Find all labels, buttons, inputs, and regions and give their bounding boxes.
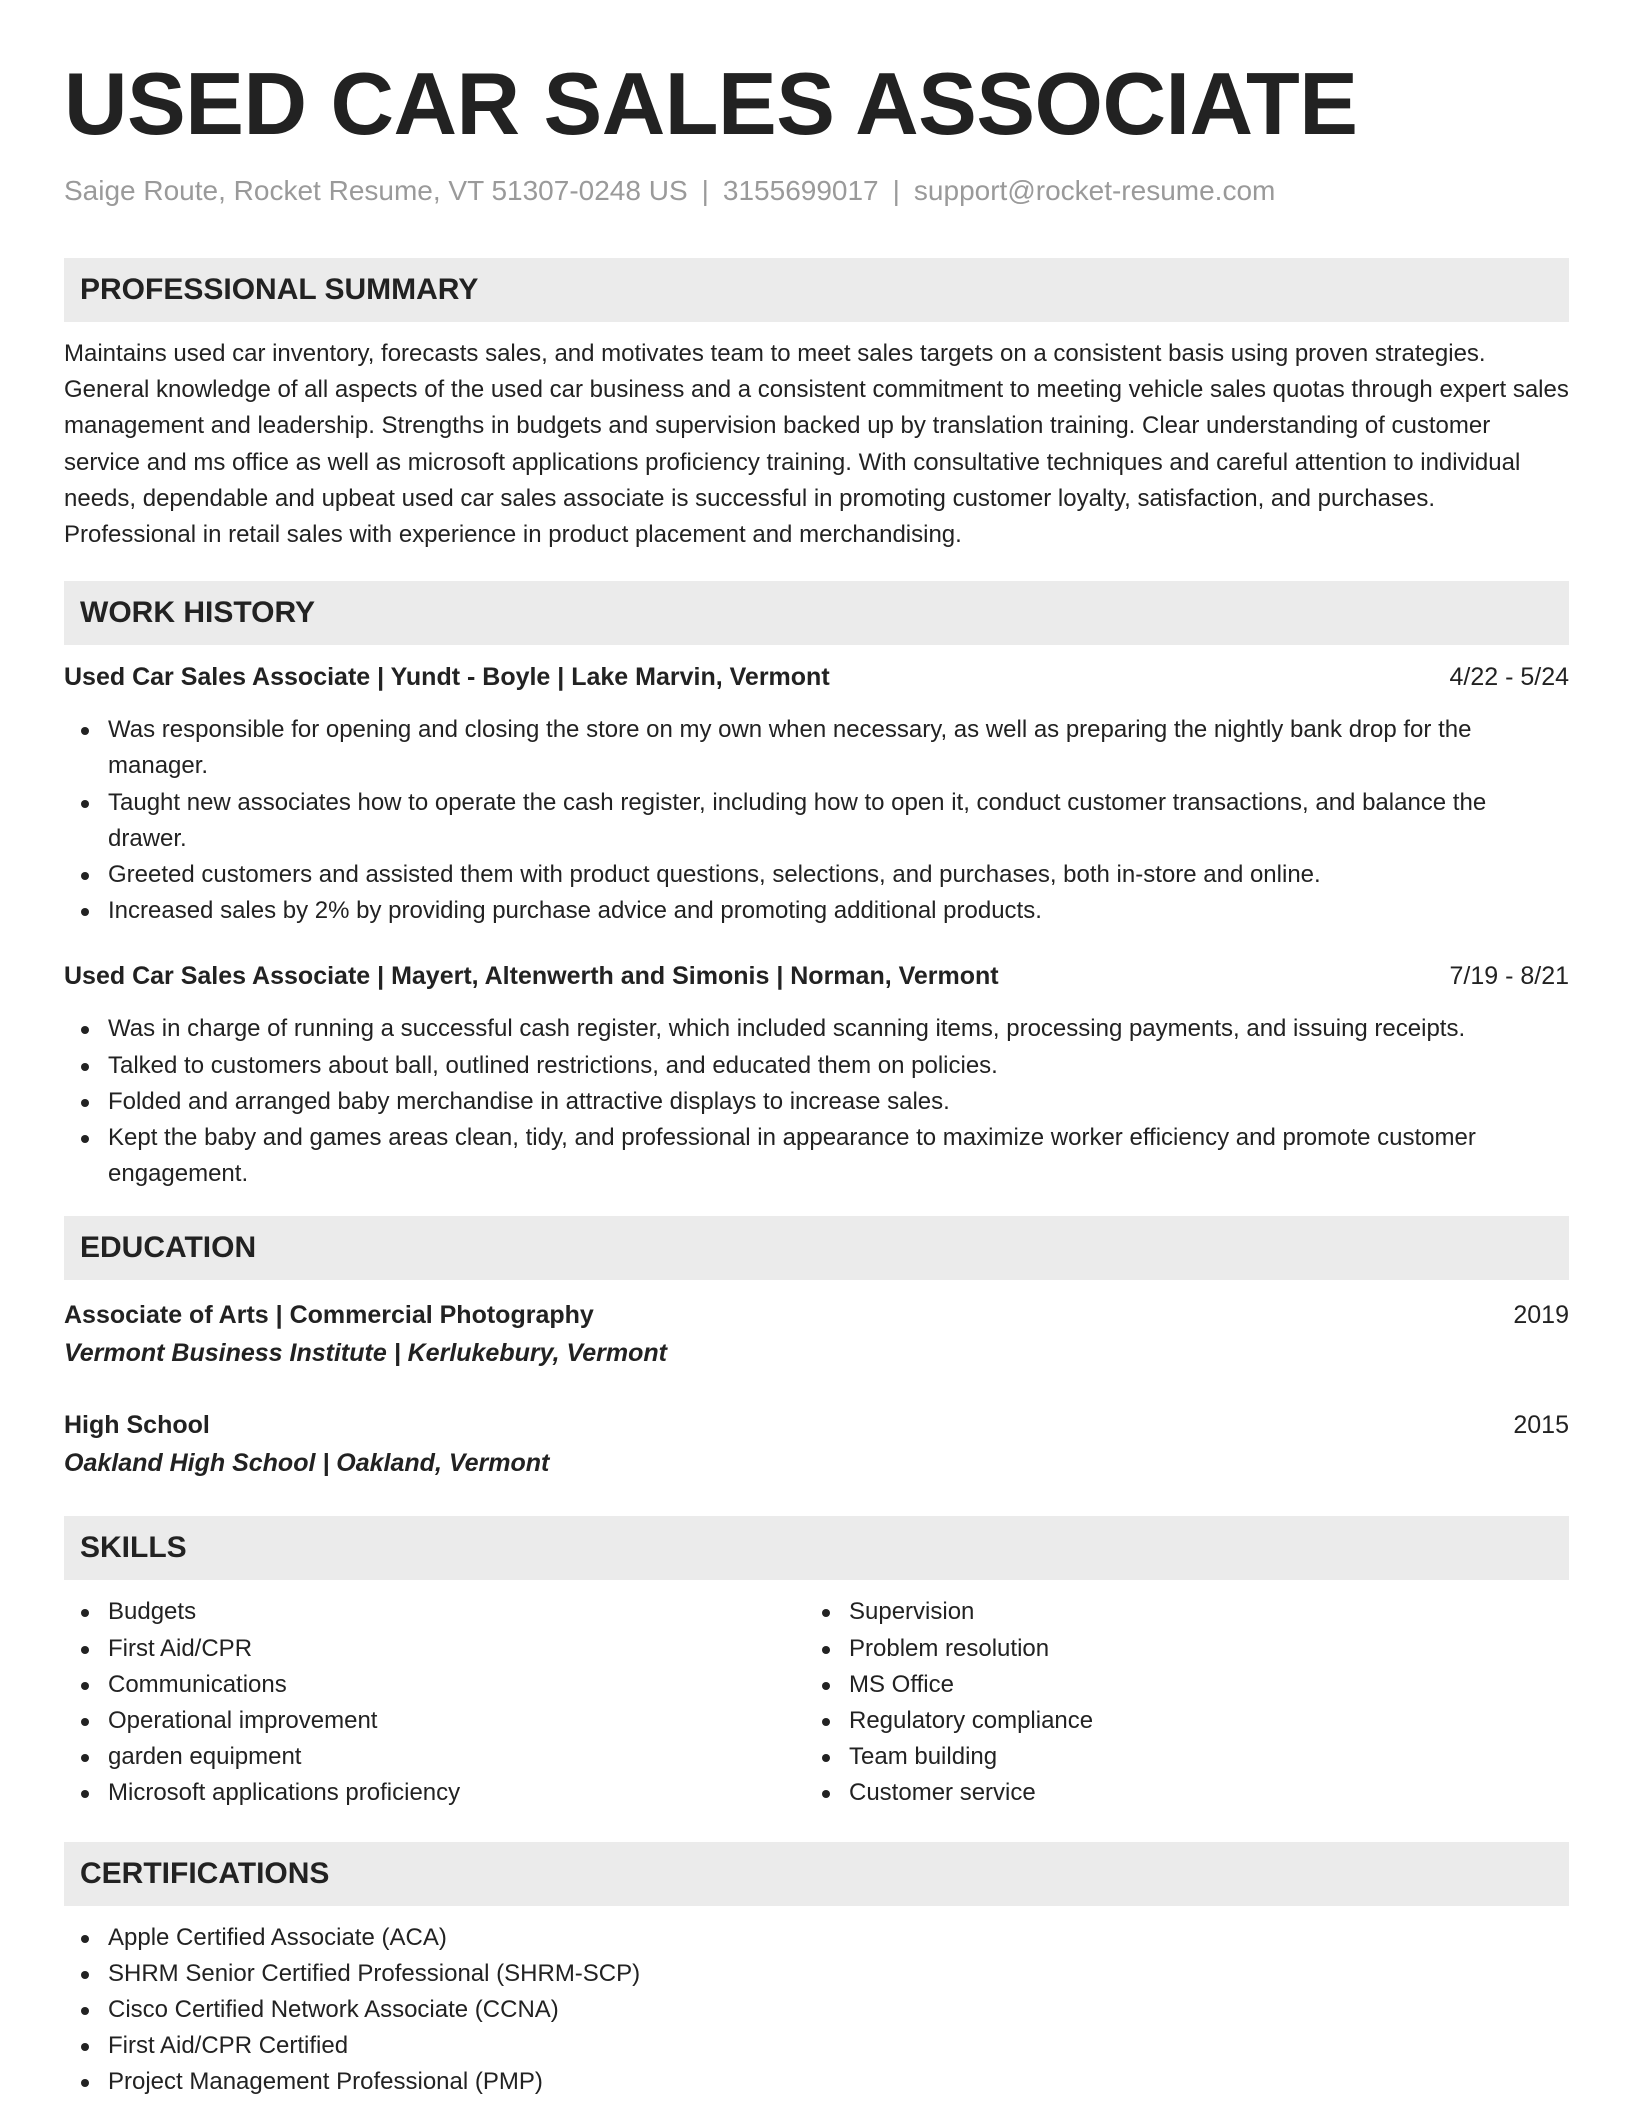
- job-bullet: Kept the baby and games areas clean, tidy, and professional in appearance to maximize worker efficiency and promote customer engagement.: [64, 1120, 1569, 1192]
- section-header-education: EDUCATION: [64, 1216, 1569, 1280]
- skill-item: MS Office: [805, 1667, 1569, 1703]
- skill-item: Operational improvement: [64, 1703, 805, 1739]
- certification-item: First Aid/CPR Certified: [64, 2028, 1569, 2064]
- job-heading-row: [64, 959, 1569, 993]
- skills-columns: [64, 1594, 1569, 1811]
- certification-item: SHRM Senior Certified Professional (SHRM-SCP): [64, 1956, 1569, 1992]
- job-bullet: Increased sales by 2% by providing purchase advice and promoting additional products.: [64, 893, 1569, 929]
- certification-item: Project Management Professional (PMP): [64, 2064, 1569, 2100]
- contact-separator: |: [701, 175, 709, 206]
- education-degree: High School: [64, 1411, 210, 1440]
- skill-item: Customer service: [805, 1775, 1569, 1811]
- job-bullet: Was in charge of running a successful cash register, which included scanning items, processing payments, and issuing receipts.: [64, 1011, 1569, 1047]
- skill-item: Regulatory compliance: [805, 1703, 1569, 1739]
- education-degree-row: [64, 1406, 1569, 1444]
- contact-line: [64, 174, 1569, 208]
- job-bullet: Was responsible for opening and closing the store on my own when necessary, as well as preparing the nightly bank drop for the manager.: [64, 712, 1569, 784]
- contact-address: Saige Route, Rocket Resume, VT 51307-0248 US: [64, 175, 688, 206]
- job-bullet-list: [64, 712, 1569, 929]
- education-school: Vermont Business Institute | Kerlukebury, Vermont: [64, 1339, 667, 1368]
- job-bullet: Greeted customers and assisted them with product questions, selections, and purchases, both in-store and online.: [64, 857, 1569, 893]
- skill-item: Microsoft applications proficiency: [64, 1775, 805, 1811]
- job-bullet: Folded and arranged baby merchandise in attractive displays to increase sales.: [64, 1084, 1569, 1120]
- job-bullet: Taught new associates how to operate the cash register, including how to open it, conduct customer transactions, and balance the drawer.: [64, 785, 1569, 857]
- skill-item: Communications: [64, 1667, 805, 1703]
- skill-item: Supervision: [805, 1594, 1569, 1630]
- skills-list-right: [805, 1594, 1569, 1811]
- skill-item: Problem resolution: [805, 1631, 1569, 1667]
- certification-item: Cisco Certified Network Associate (CCNA): [64, 1992, 1569, 2028]
- skill-item: garden equipment: [64, 1739, 805, 1775]
- section-header-summary: PROFESSIONAL SUMMARY: [64, 258, 1569, 322]
- resume-name: USED CAR SALES ASSOCIATE: [64, 54, 1358, 153]
- job-title: Used Car Sales Associate | Mayert, Altenwerth and Simonis | Norman, Vermont: [64, 962, 999, 991]
- certification-item: Apple Certified Associate (ACA): [64, 1920, 1569, 1956]
- job-bullet: Talked to customers about ball, outlined restrictions, and educated them on policies.: [64, 1048, 1569, 1084]
- job-entry: [64, 660, 1569, 929]
- education-year: 2019: [1513, 1301, 1569, 1330]
- certifications-list: [64, 1920, 1569, 2101]
- job-bullet-list: [64, 1011, 1569, 1192]
- education-degree-row: [64, 1296, 1569, 1334]
- section-header-skills: SKILLS: [64, 1516, 1569, 1580]
- job-dates: 4/22 - 5/24: [1449, 663, 1569, 692]
- skill-item: Budgets: [64, 1594, 805, 1630]
- skills-list-left: [64, 1594, 805, 1811]
- job-dates: 7/19 - 8/21: [1449, 962, 1569, 991]
- skill-item: Team building: [805, 1739, 1569, 1775]
- education-school: Oakland High School | Oakland, Vermont: [64, 1449, 550, 1478]
- contact-email: support@rocket-resume.com: [913, 175, 1276, 206]
- skill-item: First Aid/CPR: [64, 1631, 805, 1667]
- summary-text: Maintains used car inventory, forecasts sales, and motivates team to meet sales targets on a consistent basis using proven strategies. General knowledge of all aspects of the used car business and a consistent commitment to meeting vehicle sales quotas through expert sales management and leadership. Strengths in budgets and supervision backed up by translation training. Clear understanding of customer service and ms office as well as microsoft applications proficiency training. With consultative techniques and careful attention to individual needs, dependable and upbeat used car sales associate is successful in promoting customer loyalty, satisfaction, and purchases. Professional in retail sales with experience in product placement and merchandising.: [64, 340, 1569, 549]
- job-title: Used Car Sales Associate | Yundt - Boyle | Lake Marvin, Vermont: [64, 663, 830, 692]
- job-entry: [64, 959, 1569, 1192]
- job-heading-row: [64, 660, 1569, 694]
- education-degree: Associate of Arts | Commercial Photography: [64, 1301, 594, 1330]
- section-header-certifications: CERTIFICATIONS: [64, 1842, 1569, 1906]
- contact-phone: 3155699017: [722, 175, 879, 206]
- contact-separator: |: [892, 175, 900, 206]
- section-header-work-history: WORK HISTORY: [64, 581, 1569, 645]
- education-year: 2015: [1513, 1411, 1569, 1440]
- education-entry: [64, 1406, 1569, 1482]
- education-entry: [64, 1296, 1569, 1372]
